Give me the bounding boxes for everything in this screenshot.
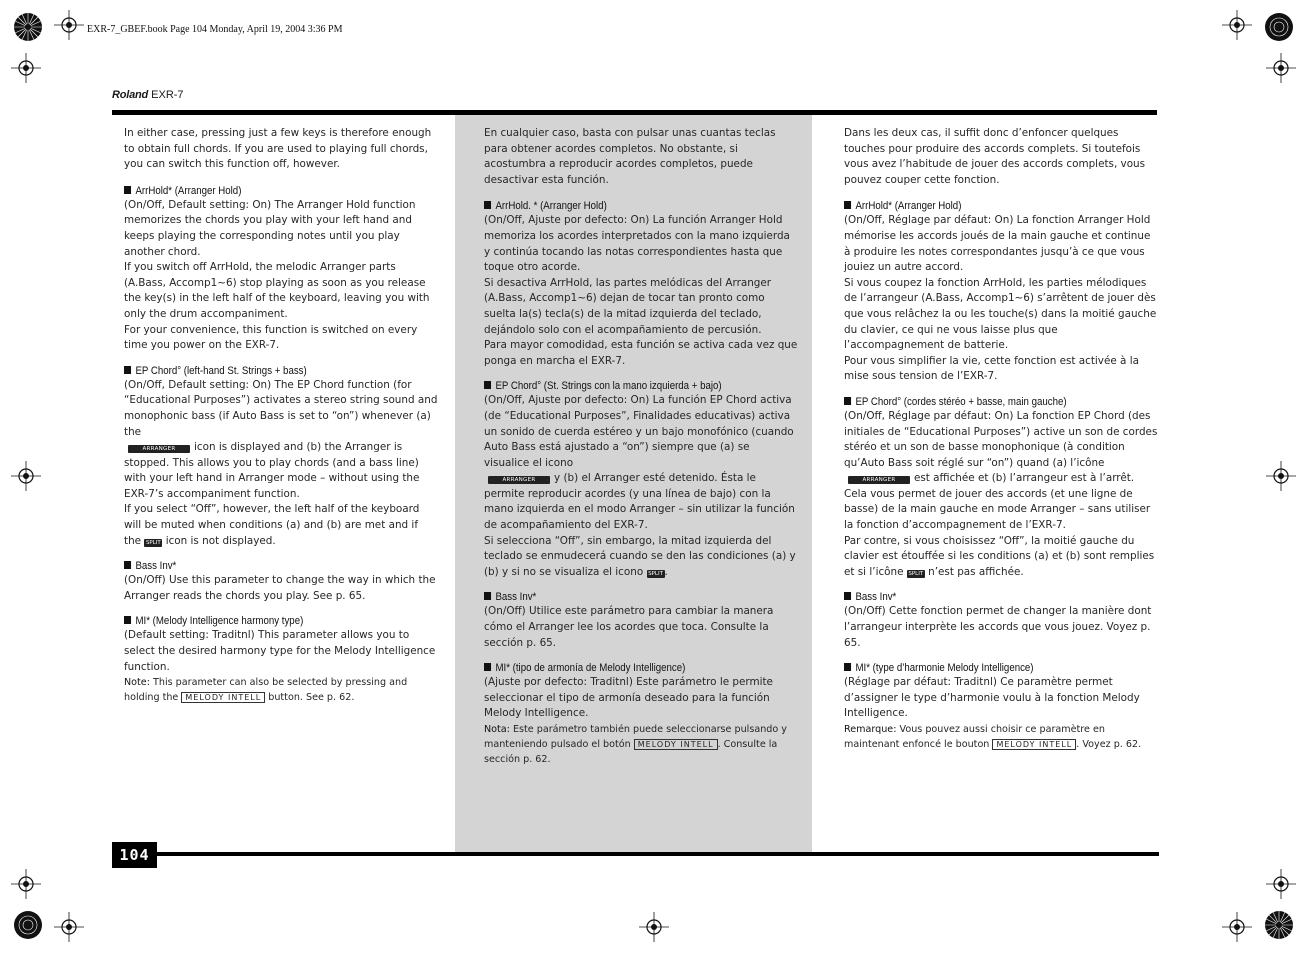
melody-intell-button-icon: MELODY INTELL — [634, 739, 718, 750]
note-paragraph: Nota: Este parámetro también puede seleccionarse pulsando y manteniendo pulsado el botón MELODY INTELL . Consulte la sección p. 62. — [484, 724, 787, 765]
section-heading-arrhold: ArrHold. * (Arranger Hold) — [484, 199, 760, 213]
registration-mark-right-top — [1266, 53, 1296, 83]
bullet-square-icon — [844, 663, 851, 671]
bullet-square-icon — [124, 616, 131, 624]
arranger-icon: ARRANGER — [488, 476, 550, 484]
print-info: EXR-7_GBEF.book Page 104 Monday, April 19, 2004 3:36 PM — [87, 24, 343, 35]
section-heading-arrhold: ArrHold* (Arranger Hold) — [124, 184, 400, 198]
arrhold-paragraph: Pour vous simplifier la vie, cette fonction est activée à la mise sous tension de l’EXR-7. — [844, 354, 1139, 383]
epchord-paragraph: If you select “Off”, however, the left half of the keyboard will be muted when conditions (a) and (b) are met and if the SPLIT icon is not displayed. — [124, 503, 420, 547]
bullet-square-icon — [844, 592, 851, 600]
spanish-column — [484, 126, 798, 767]
arrhold-paragraph: (On/Off, Réglage par défaut: On) La fonction Arranger Hold mémorise les accords joués de la main gauche et continue à produire les notes correspondantes jusqu’à ce que vous jouiez un autre accord. — [844, 214, 1151, 274]
page-number: 104 — [112, 842, 157, 868]
section-heading-mi: MI* (tipo de armonía de Melody Intelligence) — [484, 661, 760, 675]
section-heading-epchord: EP Chord° (left-hand St. Strings + bass) — [124, 364, 400, 378]
color-burst-mark-top-left — [13, 12, 43, 42]
bullet-square-icon — [124, 186, 131, 194]
color-burst-mark-top-right — [1264, 12, 1294, 42]
bullet-square-icon — [844, 397, 851, 405]
section-heading-mi: MI* (type d’harmonie Melody Intelligence) — [844, 661, 1120, 675]
section-heading-bassinv: Bass Inv* — [484, 590, 760, 604]
epchord-paragraph: (On/Off, Ajuste por defecto: On) La función EP Chord activa (de “Educational Purposes”, Finalidades educativas) activa un sonido de cuerda estéreo y un bajo monofónico (cuando Auto Bass está ajustado a “on”) siempre que (a) se visualice el icono ARRANGER y (b) el Arranger esté detenido. Ésta le permite reproducir acordes (y una línea de bajo) con la mano izquierda en el modo Arranger – sin utilizar la función de acompañamiento del EXR-7. — [484, 394, 795, 532]
registration-mark-bottom-center — [639, 912, 669, 942]
registration-mark-top-left — [54, 10, 84, 40]
registration-mark-top-right — [1222, 10, 1252, 40]
bullet-square-icon — [484, 201, 491, 209]
color-burst-mark-bottom-right — [1264, 910, 1294, 940]
arrhold-paragraph: If you switch off ArrHold, the melodic Arranger parts (A.Bass, Accomp1~6) stop playing as soon as you release the key(s) in the left half of the keyboard, leaving you with only the drum accompaniment. — [124, 261, 430, 320]
split-icon: SPLIT — [648, 570, 663, 577]
epchord-paragraph: (On/Off, Réglage par défaut: On) La fonction EP Chord (des initiales de “Educational Purposes”) active un son de cordes stéréo et un son de basse monophonique (à condition qu’Auto Bass soit réglé sur “on”) quand (a) l’icône ARRANGER est affichée et (b) l’arrangeur est à l’arrêt. Cela vous permet de jouer des accords (et une ligne de basse) de la main gauche en mode Arranger – sans utiliser la fonction d’accompagnement de l’EXR-7. — [844, 409, 1158, 532]
arrhold-paragraph: Para mayor comodidad, esta función se activa cada vez que ponga en marcha el EXR-7. — [484, 339, 798, 367]
note-paragraph: Remarque: Vous pouvez aussi choisir ce paramètre en maintenant enfoncé le bouton MELODY INTELL . Voyez p. 62. — [844, 724, 1142, 750]
intro-paragraph: In either case, pressing just a few keys is therefore enough to obtain full chords. If you are used to playing full chords, you can switch this function off, however. — [124, 127, 432, 171]
registration-mark-left-bottom — [11, 869, 41, 899]
bullet-square-icon — [484, 592, 491, 600]
color-burst-mark-bottom-left — [13, 910, 43, 940]
registration-mark-right-bottom — [1266, 869, 1296, 899]
bullet-square-icon — [484, 381, 491, 389]
english-column — [124, 126, 438, 705]
running-header — [112, 89, 184, 101]
epchord-paragraph: Par contre, si vous choisissez “Off”, la moitié gauche du clavier est étouffée si les conditions (a) et (b) sont remplies et si l’icône SPLIT n’est pas affichée. — [844, 534, 1155, 578]
section-heading-bassinv: Bass Inv* — [844, 590, 1120, 604]
registration-mark-right-middle — [1266, 461, 1296, 491]
bullet-square-icon — [124, 561, 131, 569]
bottom-rule — [157, 852, 1159, 856]
melody-intell-button-icon: MELODY INTELL — [181, 692, 265, 703]
arranger-icon: ARRANGER — [128, 445, 190, 453]
section-heading-bassinv: Bass Inv* — [124, 559, 400, 573]
section-heading-mi: MI* (Melody Intelligence harmony type) — [124, 614, 400, 628]
registration-mark-left-top — [11, 53, 41, 83]
split-icon: SPLIT — [145, 539, 161, 546]
bullet-square-icon — [124, 366, 131, 374]
epchord-paragraph: (On/Off, Default setting: On) The EP Chord function (for “Educational Purposes”) activates a stereo string sound and monophonic bass (if Auto Bass is set to “on”) whenever (a) the ARRANGER icon is displayed and (b) the Arranger is stopped. This allows you to play chords (and a bass line) with your left hand in Arranger mode – without using the EXR-7’s accompaniment function. — [124, 378, 438, 500]
intro-paragraph: Dans les deux cas, il suffit donc d’enfoncer quelques touches pour produire des accords complets. Si toutefois vous avez l’habitude de jouer des accords complets, vous pouvez couper cette fonction. — [844, 127, 1146, 186]
arrhold-paragraph: (On/Off, Default setting: On) The Arranger Hold function memorizes the chords you play with your left hand and keeps playing the corresponding notes until you play another chord. — [124, 198, 416, 258]
split-icon: SPLIT — [908, 570, 924, 577]
brand-name: Roland — [112, 89, 149, 101]
arrhold-paragraph: Si vous coupez la fonction ArrHold, les parties mélodiques de l’arrangeur (A.Bass, Accomp1~6) s’arrêtent de jouer dès que vous relâchez la ou les touche(s) dans la moitié gauche du clavier, ce qui ne vous laisse plus que l’accompagnement de batterie. — [844, 276, 1157, 352]
arrhold-paragraph: Si desactiva ArrHold, las partes melódicas del Arranger (A.Bass, Accomp1~6) dejan de tocar tan pronto como suelta la(s) tecla(s) de la mitad izquierda del teclado, dejándolo solo con el acompañamiento de percusión. — [484, 276, 772, 336]
arrhold-paragraph: (On/Off, Ajuste por defecto: On) La función Arranger Hold memoriza los acordes interpretados con la mano izquierda y continúa tocando las notas correspondientes hasta que toque otro acorde. — [484, 214, 790, 274]
bassinv-paragraph: (On/Off) Use this parameter to change the way in which the Arranger reads the chords you play. See p. 65. — [124, 574, 436, 602]
mi-paragraph: (Ajuste por defecto: Traditnl) Este parámetro le permite seleccionar el tipo de armonía deseado para la función Melody Intelligence. — [484, 676, 773, 720]
section-heading-epchord: EP Chord° (St. Strings con la mano izquierda + bajo) — [484, 379, 760, 393]
section-heading-arrhold: ArrHold* (Arranger Hold) — [844, 199, 1120, 213]
registration-mark-bottom-right — [1222, 912, 1252, 942]
bullet-square-icon — [484, 663, 491, 671]
bullet-square-icon — [844, 201, 851, 209]
arrhold-paragraph: For your convenience, this function is switched on every time you power on the EXR-7. — [124, 323, 418, 352]
note-paragraph: Note: This parameter can also be selected by pressing and holding the MELODY INTELL button. See p. 62. — [124, 677, 408, 704]
melody-intell-button-icon: MELODY INTELL — [992, 739, 1076, 750]
epchord-paragraph: Si selecciona “Off”, sin embargo, la mitad izquierda del teclado se enmudecerá cuando se den las condiciones (a) y (b) y si no se visualiza el icono SPLIT . — [484, 534, 796, 578]
model-name: EXR-7 — [151, 89, 184, 101]
intro-paragraph: En cualquier caso, basta con pulsar unas cuantas teclas para obtener acordes completos. No obstante, si acostumbra a reproducir acordes completos, puede desactivar esta función. — [484, 127, 776, 186]
mi-paragraph: (Réglage par défaut: Traditnl) Ce paramètre permet d’assigner le type d’harmonie voulu à la fonction Melody Intelligence. — [844, 676, 1140, 720]
mi-paragraph: (Default setting: Traditnl) This parameter allows you to select the desired harmony type for the Melody Intelligence function. — [124, 629, 436, 673]
french-column — [844, 126, 1158, 752]
arranger-icon: ARRANGER — [848, 476, 910, 484]
registration-mark-left-middle — [11, 461, 41, 491]
registration-mark-bottom-left — [54, 912, 84, 942]
section-heading-epchord: EP Chord° (cordes stéréo + basse, main gauche) — [844, 395, 1120, 409]
bassinv-paragraph: (On/Off) Utilice este parámetro para cambiar la manera cómo el Arranger lee los acordes que toca. Consulte la sección p. 65. — [484, 605, 774, 649]
bassinv-paragraph: (On/Off) Cette fonction permet de changer la manière dont l’arrangeur interprète les accords que vous jouez. Voyez p. 65. — [844, 605, 1152, 649]
